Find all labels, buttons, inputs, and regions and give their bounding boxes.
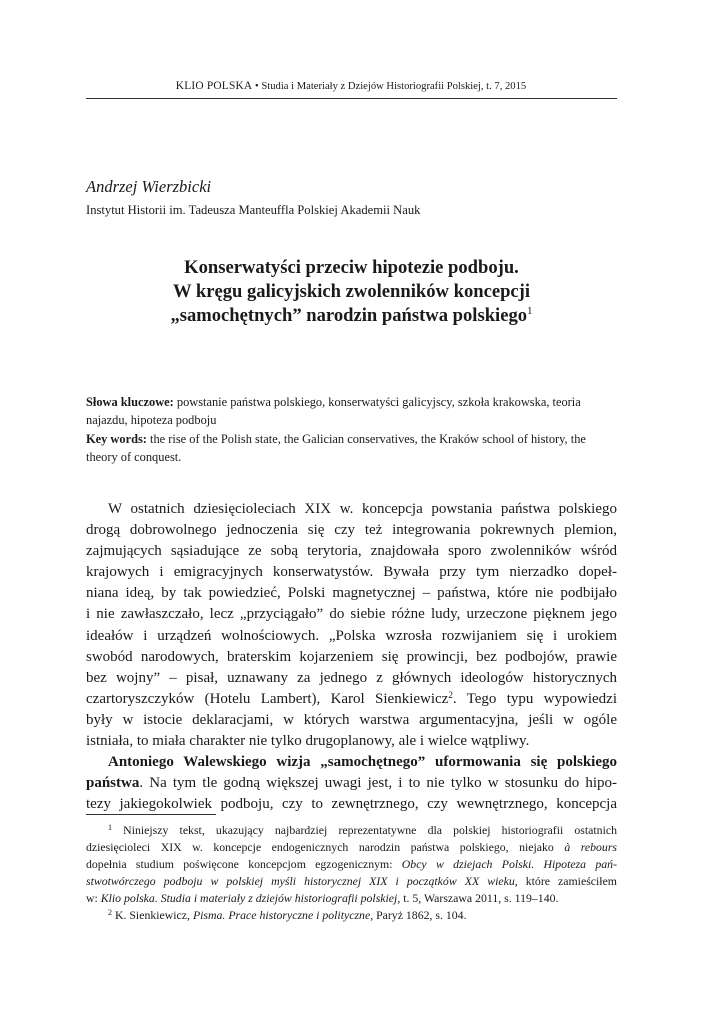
footnote-1-line-1-text: Niniejszy tekst, ukazujący najbardziej reprezentatywne dla polskiej historiografii ostatnich (123, 823, 617, 837)
keywords-english (86, 430, 617, 466)
keywords-english-label: Key words: (86, 432, 147, 446)
body-line-2: drogą dobrowolnego jednoczenia się czy też integrowania pokrewnych plemion, (86, 522, 617, 539)
title-line-1: Konserwatyści przeciw hipotezie podboju. (184, 257, 519, 278)
body-line-11: były w istocie deklaracjami, w których warstwa argumentacyjna, jeśli w ogóle (86, 711, 617, 728)
body-line-7: ideałów i urządzeń wolnościowych. „Polska wzrosła rozwijaniem się i urokiem (86, 627, 617, 644)
footnote-2-italic: Pisma. Prace historyczne i polityczne (192, 908, 371, 922)
footnote-1-line-4-italic: stwotwórczego podboju w polskiej myśli historycznej XIX i początków XX wieku (86, 874, 515, 889)
keywords-polish (86, 393, 617, 429)
section-heading-text-1: Antoniego Walewskiego wizja „samochętnego” uformowania się polskiego (108, 754, 617, 771)
body-line-15: tezy jakiegokolwiek podboju, czy to zewnętrznego, czy wewnętrznego, koncepcja (86, 796, 617, 813)
footnote-1 (86, 822, 617, 907)
footnote-1-line-3-italic: Obcy w dziejach Polski. Hipoteza pań- (401, 857, 617, 872)
running-head-bullet: • (255, 81, 259, 92)
section-heading-line-1 (86, 752, 617, 773)
footnote-2 (86, 907, 617, 924)
body-line-9: bez wojny” – pisał, uznawany za jednego z głównych ideologów historycznych (86, 669, 617, 686)
journal-name: KLIO POLSKA (175, 80, 253, 92)
title-line-3-text: „samochętnych” narodzin państwa polskiego (170, 305, 528, 326)
footnote-2-tail: , Paryż 1862, s. 104. (370, 908, 467, 922)
body-line-4: krajowych i emigracyjnych konserwatystów. Bywała przy tym nierzadko dopeł- (86, 564, 617, 581)
body-line-3: zajmujących sąsiadujące ze sobą terytoria, znajdowała sporo zwolenników wśród (86, 543, 617, 560)
footnote-2-line-1 (86, 907, 617, 924)
footnote-1-line-5-italic: Klio polska. Studia i materiały z dziejów historiografii polskiej (100, 891, 398, 906)
body-line-1: W ostatnich dziesięcioleciach XIX w. koncepcja powstania państwa polskiego (108, 501, 617, 517)
footnote-1-line-3 (86, 856, 617, 873)
footnote-1-line-3-text: dopełnia studium poświęcone koncepcjom egzogenicznym: (86, 857, 402, 872)
footnote-1-marker: 1 (108, 823, 112, 832)
footnote-1-line-5-text: w: (86, 891, 101, 906)
footnote-1-line-2-text: dziesięcioleci XIX w. koncepcje endogenicznych narodzin państwa polskiego, niejako (86, 840, 565, 855)
title-line-2: W kręgu galicyjskich zwolenników koncepcji (172, 281, 531, 302)
footnote-1-line-4 (86, 873, 617, 890)
body-line-8: swobód narodowych, braterskim kojarzeniem się prowincji, bez podbojów, prawie (86, 648, 617, 665)
body-line-12: istniała, to miała charakter nie tylko drugoplanowy, ale i wielce wątpliwy. (86, 733, 530, 750)
keywords-polish-line-1: powstanie państwa polskiego, konserwatyści galicyjscy, szkoła krakowska, teoria (176, 395, 581, 409)
footnote-1-line-5 (86, 890, 617, 907)
footnote-1-line-2 (86, 839, 617, 856)
footnote-1-line-2-italic: à rebours (564, 840, 617, 855)
body-line-14 (86, 773, 617, 794)
title-footnote-ref[interactable]: 1 (527, 305, 533, 317)
footnote-rule (86, 814, 216, 815)
section-heading-text-2: państwa (86, 775, 140, 792)
body-line-5: niana ideą, by tak powiedzieć, Polski magnetycznej – państwa, które nie podbijało (86, 585, 617, 602)
keywords-polish-label: Słowa kluczowe: (86, 395, 174, 409)
keywords-polish-line-2: najazdu, hipoteza podboju (86, 413, 217, 427)
body-footnote-ref-2[interactable]: 2 (448, 689, 453, 700)
body-line-10-tail: . Tego typu wypowiedzi (452, 690, 617, 707)
footnote-1-line-1 (86, 822, 617, 839)
keywords-english-line-2: theory of conquest. (86, 450, 182, 464)
author-name: Andrzej Wierzbicki (86, 177, 212, 196)
body-text (86, 499, 617, 815)
footnote-1-line-5-tail: , t. 5, Warszawa 2011, s. 119–140. (397, 891, 559, 906)
author-affiliation: Instytut Historii im. Tadeusza Manteuffla Polskiej Akademii Nauk (86, 203, 421, 217)
title-line-3 (86, 304, 617, 328)
journal-series: Studia i Materiały z Dziejów Historiografii Polskiej, t. 7, 2015 (261, 81, 527, 92)
body-line-10 (86, 689, 617, 710)
footnote-2-text: K. Sienkiewicz, (114, 908, 193, 922)
body-line-10-text: czartoryszczyków (Hotelu Lambert), Karol Sienkiewicz (86, 690, 449, 707)
article-title (86, 256, 617, 328)
header-rule (86, 98, 617, 99)
keywords-english-line-1: the rise of the Polish state, the Galician conservatives, the Kraków school of history, the (150, 432, 586, 446)
running-head (86, 80, 616, 92)
footnote-2-marker: 2 (108, 908, 112, 917)
body-line-6: i nie zawłaszczało, lecz „przyciągało” do siebie różne ludy, urzeczone pięknem jego (86, 606, 617, 623)
body-line-14-tail: . Na tym tle godną większej uwagi jest, i to nie tylko w stosunku do hipo- (139, 775, 617, 792)
footnote-1-line-4-text: , które zamieściłem (514, 874, 617, 889)
